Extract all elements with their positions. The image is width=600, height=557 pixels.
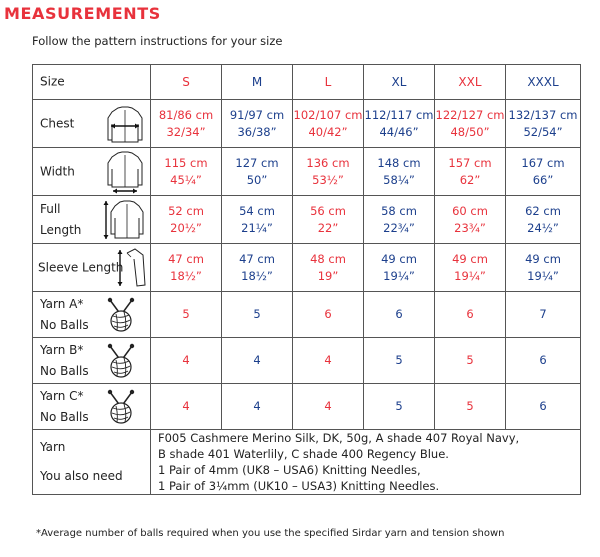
sleeve-length-label: Sleeve Length bbox=[33, 244, 151, 292]
width-s: 115 cm 45¼” bbox=[151, 148, 222, 196]
chest-xxl: 122/127 cm 48/50” bbox=[435, 100, 506, 148]
yarn-c-row bbox=[33, 384, 581, 430]
yarn-c-s: 4 bbox=[151, 384, 222, 430]
size-header-l: L bbox=[293, 65, 364, 100]
length-xxl: 60 cm 23¾” bbox=[435, 196, 506, 244]
width-xxl: 157 cm 62” bbox=[435, 148, 506, 196]
yarn-a-xxl: 6 bbox=[435, 292, 506, 338]
yarn-c-xxl: 5 bbox=[435, 384, 506, 430]
yarn-ball-icon bbox=[106, 389, 136, 425]
size-header-s: S bbox=[151, 65, 222, 100]
size-header-xl: XL bbox=[364, 65, 435, 100]
notes-row bbox=[33, 430, 581, 495]
footnote: *Average number of balls required when you use the specified Sirdar yarn and tension shown bbox=[36, 528, 505, 539]
needles-line: 1 Pair of 4mm (UK8 – USA6) Knitting Needles, bbox=[158, 463, 421, 477]
yarn-b-l: 4 bbox=[293, 338, 364, 384]
length-xxxl: 62 cm 24½” bbox=[506, 196, 581, 244]
width-xxxl: 167 cm 66” bbox=[506, 148, 581, 196]
width-xl: 148 cm 58¼” bbox=[364, 148, 435, 196]
length-m: 54 cm 21¼” bbox=[222, 196, 293, 244]
also-need-label: You also need bbox=[40, 469, 123, 483]
yarn-c-xl: 5 bbox=[364, 384, 435, 430]
yarn-b-label: Yarn B* No Balls bbox=[33, 338, 151, 384]
needles-line: 1 Pair of 3¼mm (UK10 – USA3) Knitting Needles. bbox=[158, 479, 440, 493]
yarn-b-s: 4 bbox=[151, 338, 222, 384]
yarn-description-line: F005 Cashmere Merino Silk, DK, 50g, A shade 407 Royal Navy, bbox=[158, 431, 520, 445]
yarn-ball-icon bbox=[106, 297, 136, 333]
page-title: MEASUREMENTS bbox=[4, 4, 161, 23]
yarn-c-label: Yarn C* No Balls bbox=[33, 384, 151, 430]
full-length-row bbox=[33, 196, 581, 244]
yarn-b-xxxl: 6 bbox=[506, 338, 581, 384]
length-l: 56 cm 22” bbox=[293, 196, 364, 244]
notes-labels bbox=[33, 430, 151, 495]
sleeve-s: 47 cm 18½” bbox=[151, 244, 222, 292]
yarn-b-m: 4 bbox=[222, 338, 293, 384]
size-header-xxl: XXL bbox=[435, 65, 506, 100]
length-xl: 58 cm 22¾” bbox=[364, 196, 435, 244]
sleeve-xl: 49 cm 19¼” bbox=[364, 244, 435, 292]
size-header-row bbox=[33, 65, 581, 100]
yarn-c-m: 4 bbox=[222, 384, 293, 430]
yarn-ball-icon bbox=[106, 343, 136, 379]
yarn-c-xxxl: 6 bbox=[506, 384, 581, 430]
sleeve-m: 47 cm 18½” bbox=[222, 244, 293, 292]
width-row bbox=[33, 148, 581, 196]
chest-m: 91/97 cm 36/38” bbox=[222, 100, 293, 148]
yarn-a-row bbox=[33, 292, 581, 338]
width-diagram-icon bbox=[104, 150, 146, 194]
size-header-label: Size bbox=[33, 65, 151, 100]
chest-xl: 112/117 cm 44/46” bbox=[364, 100, 435, 148]
yarn-label: Yarn bbox=[40, 440, 66, 454]
yarn-a-label: Yarn A* No Balls bbox=[33, 292, 151, 338]
yarn-a-l: 6 bbox=[293, 292, 364, 338]
yarn-a-m: 5 bbox=[222, 292, 293, 338]
yarn-b-xxl: 5 bbox=[435, 338, 506, 384]
notes-text bbox=[151, 430, 581, 495]
measurements-table bbox=[32, 64, 581, 495]
yarn-c-l: 4 bbox=[293, 384, 364, 430]
page-subtitle: Follow the pattern instructions for your size bbox=[32, 34, 283, 48]
width-l: 136 cm 53½” bbox=[293, 148, 364, 196]
yarn-a-xxxl: 7 bbox=[506, 292, 581, 338]
sleeve-length-row bbox=[33, 244, 581, 292]
size-header-m: M bbox=[222, 65, 293, 100]
yarn-b-row bbox=[33, 338, 581, 384]
chest-row bbox=[33, 100, 581, 148]
sleeve-xxxl: 49 cm 19¼” bbox=[506, 244, 581, 292]
length-diagram-icon bbox=[102, 198, 146, 242]
chest-xxxl: 132/137 cm 52/54” bbox=[506, 100, 581, 148]
sleeve-l: 48 cm 19” bbox=[293, 244, 364, 292]
width-m: 127 cm 50” bbox=[222, 148, 293, 196]
sleeve-xxl: 49 cm 19¼” bbox=[435, 244, 506, 292]
yarn-description-line: B shade 401 Waterlily, C shade 400 Regency Blue. bbox=[158, 447, 449, 461]
full-length-label: Full Length bbox=[33, 196, 151, 244]
chest-label: Chest bbox=[33, 100, 151, 148]
chest-l: 102/107 cm 40/42” bbox=[293, 100, 364, 148]
yarn-a-s: 5 bbox=[151, 292, 222, 338]
yarn-a-xl: 6 bbox=[364, 292, 435, 338]
size-header-xxxl: XXXL bbox=[506, 65, 581, 100]
chest-s: 81/86 cm 32/34” bbox=[151, 100, 222, 148]
yarn-b-xl: 5 bbox=[364, 338, 435, 384]
sleeve-diagram-icon bbox=[117, 247, 147, 289]
chest-diagram-icon bbox=[104, 104, 146, 144]
length-s: 52 cm 20½” bbox=[151, 196, 222, 244]
width-label: Width bbox=[33, 148, 151, 196]
